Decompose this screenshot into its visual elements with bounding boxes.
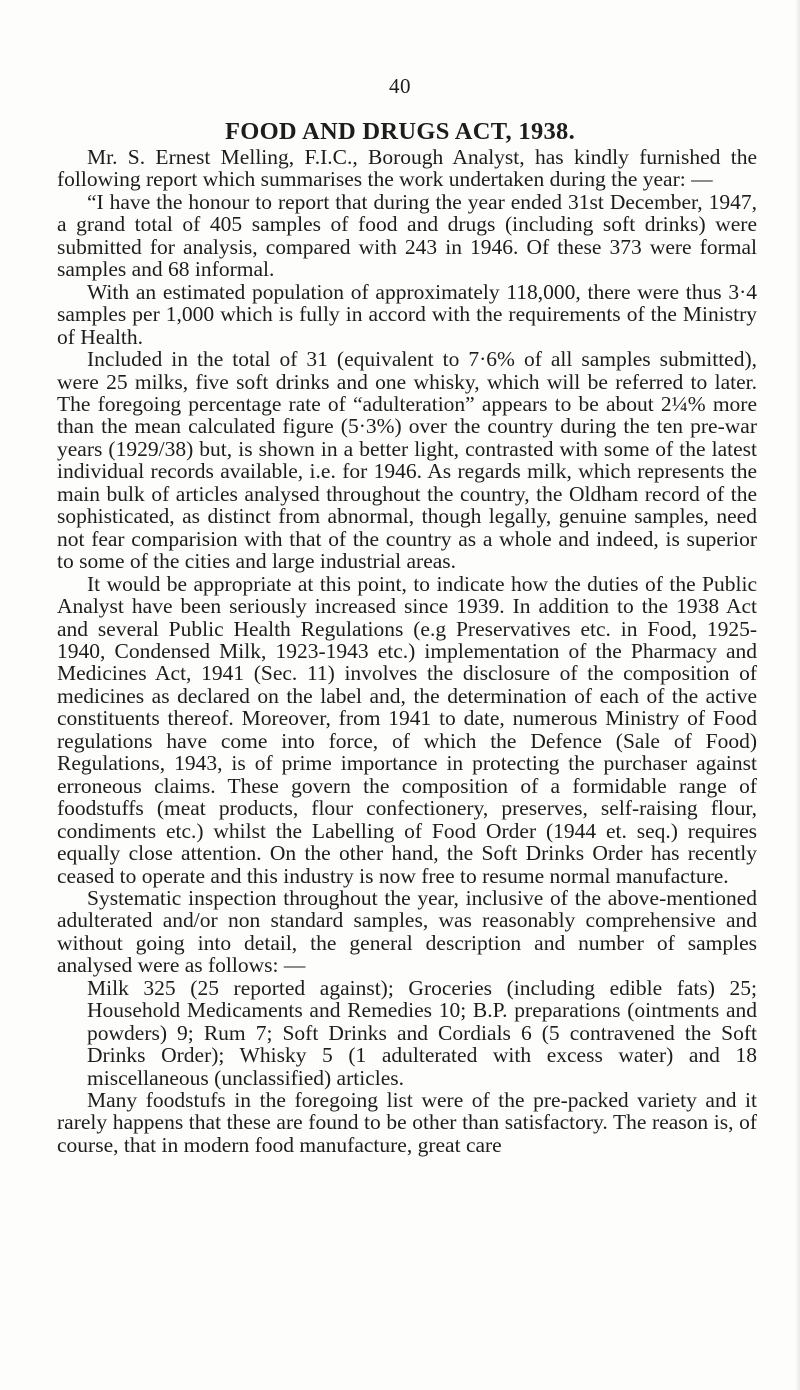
paragraph-inspection: Systematic inspection throughout the year, inclusive of the above-mentioned adulterated and/or non standard samples, was reasonably comprehensive and without going into detail, the general description and number of samples analysed were as follows: —	[57, 885, 757, 978]
paragraph-adulteration: Included in the total of 31 (equivalent to 7·6% of all samples submitted), were 25 milks, five soft drinks and one whisky, which will be referred to later. The foregoing percentage rate of “adulteration” appears to be about 2¼% more than the mean calculated figure (5·3%) over the country during the ten pre-war years (1929/38) but, is shown in a better light, contrasted with some of the latest individual records available, i.e. for 1946. As regards milk, which represents the main bulk of articles analysed throughout the country, the Oldham record of the sophisticated, as distinct from abnormal, though legally, genuine samples, need not fear comparision with that of the country as a whole and indeed, is superior to some of the cities and large industrial areas.	[57, 347, 757, 574]
report-body	[57, 146, 757, 1156]
page-title: FOOD AND DRUGS ACT, 1938.	[224, 118, 576, 145]
paragraph-samples-total: “I have the honour to report that during the year ended 31st December, 1947, a grand total of 405 samples of food and drugs (including soft drinks) were submitted for analysis, compared with 243 in 1946. Of these 373 were formal samples and 68 informal.	[57, 189, 757, 282]
paragraph-population: With an estimated population of approximately 118,000, there were thus 3·4 samples per 1,000 which is fully in accord with the requirements of the Ministry of Health.	[57, 279, 757, 349]
scan-edge	[795, 0, 800, 1390]
paragraph-prepacked: Many foodstufs in the foregoing list were of the pre-packed variety and it rarely happens that these are found to be other than satisfactory. The reason is, of course, that in modern food manufacture, great care	[57, 1088, 757, 1157]
paragraph-duties: It would be appropriate at this point, to indicate how the duties of the Public Analyst have been seriously increased since 1939. In addition to the 1938 Act and several Public Health Regulations (e.g Preservatives etc. in Food, 1925-1940, Condensed Milk, 1923-1943 etc.) implementation of the Pharmacy and Medicines Act, 1941 (Sec. 11) involves the disclosure of the composition of medicines as declared on the label and, the determination of each of the active constituents thereof. Moreover, from 1941 to date, numerous Ministry of Food regulations have come into force, of which the Defence (Sale of Food) Regulations, 1943, is of prime importance in protecting the purchaser against erroneous claims. These govern the composition of a formidable range of foodstuffs (meat products, flour confectionery, preserves, self-raising flour, condiments etc.) whilst the Labelling of Food Order (1944 et. seq.) requires equally close attention. On the other hand, the Soft Drinks Order has recently ceased to operate and this industry is now free to resume normal manufacture.	[57, 571, 757, 888]
paragraph-sample-list: Milk 325 (25 reported against); Groceries (including edible fats) 25; Household Medicaments and Remedies 10; B.P. preparations (ointments and powders) 9; Rum 7; Soft Drinks and Cordials 6 (5 contravened the Soft Drinks Order); Whisky 5 (1 adulterated with excess water) and 18 miscellaneous (unclassified) articles.	[87, 975, 757, 1090]
page-number: 40	[389, 74, 411, 98]
paragraph-intro: Mr. S. Ernest Melling, F.I.C., Borough Analyst, has kindly furnished the following report which summarises the work undertaken during the year: —	[57, 145, 757, 192]
